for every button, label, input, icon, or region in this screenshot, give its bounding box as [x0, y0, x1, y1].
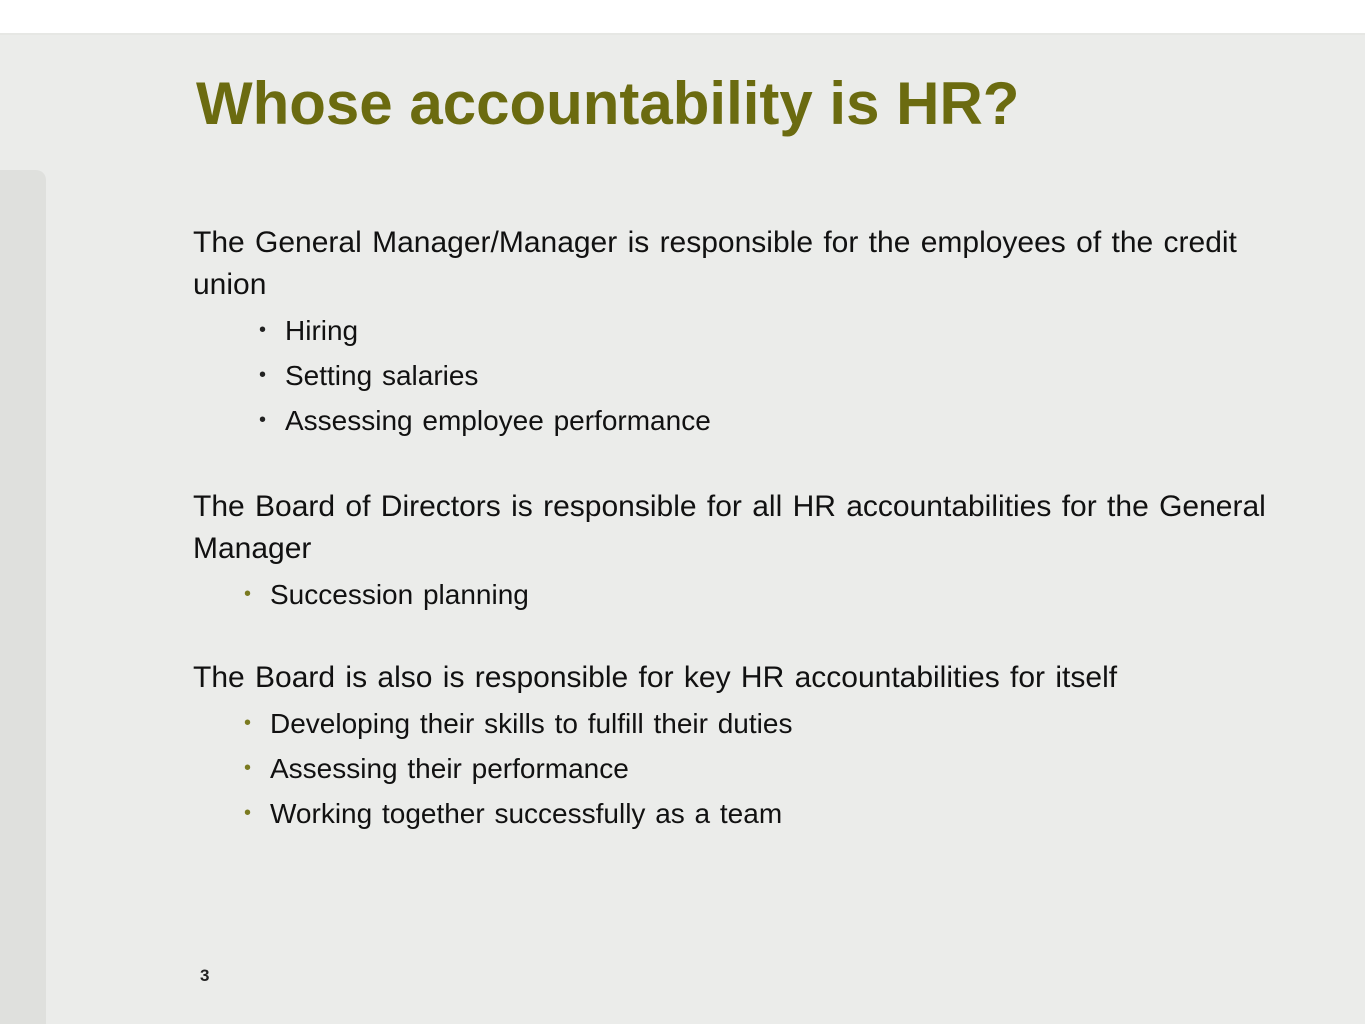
list-item: • Setting salaries: [285, 353, 1285, 398]
page-number: 3: [200, 966, 210, 985]
section-1-text: The General Manager/Manager is responsible for the employees of the credit union: [193, 226, 1237, 301]
side-accent-bar: [0, 170, 46, 1024]
list-item: • Working together successfully as a team: [270, 791, 1285, 836]
bullet-icon: •: [244, 757, 252, 779]
section-1-bullets: [259, 308, 1285, 443]
list-item: • Assessing employee performance: [285, 398, 1285, 443]
section-3-bullets: [244, 701, 1285, 836]
list-item: • Assessing their performance: [270, 746, 1285, 791]
slide-body: [193, 222, 1285, 836]
section-2-bullets: [244, 572, 1285, 617]
slide-title: Whose accountability is HR?: [196, 70, 1020, 137]
section-2-text: The Board of Directors is responsible for all HR accountabilities for the General Manager: [193, 490, 1266, 565]
section-3-text: The Board is also is responsible for key HR accountabilities for itself: [193, 661, 1118, 694]
bullet-icon: •: [259, 364, 267, 386]
list-item: • Developing their skills to fulfill their duties: [270, 701, 1285, 746]
bullet-icon: •: [244, 802, 252, 824]
bullet-icon: •: [244, 712, 252, 734]
bullet-icon: •: [244, 583, 252, 605]
bullet-icon: •: [259, 319, 267, 341]
bullet-icon: •: [259, 409, 267, 431]
list-item: • Hiring: [285, 308, 1285, 353]
list-item: • Succession planning: [270, 572, 1285, 617]
